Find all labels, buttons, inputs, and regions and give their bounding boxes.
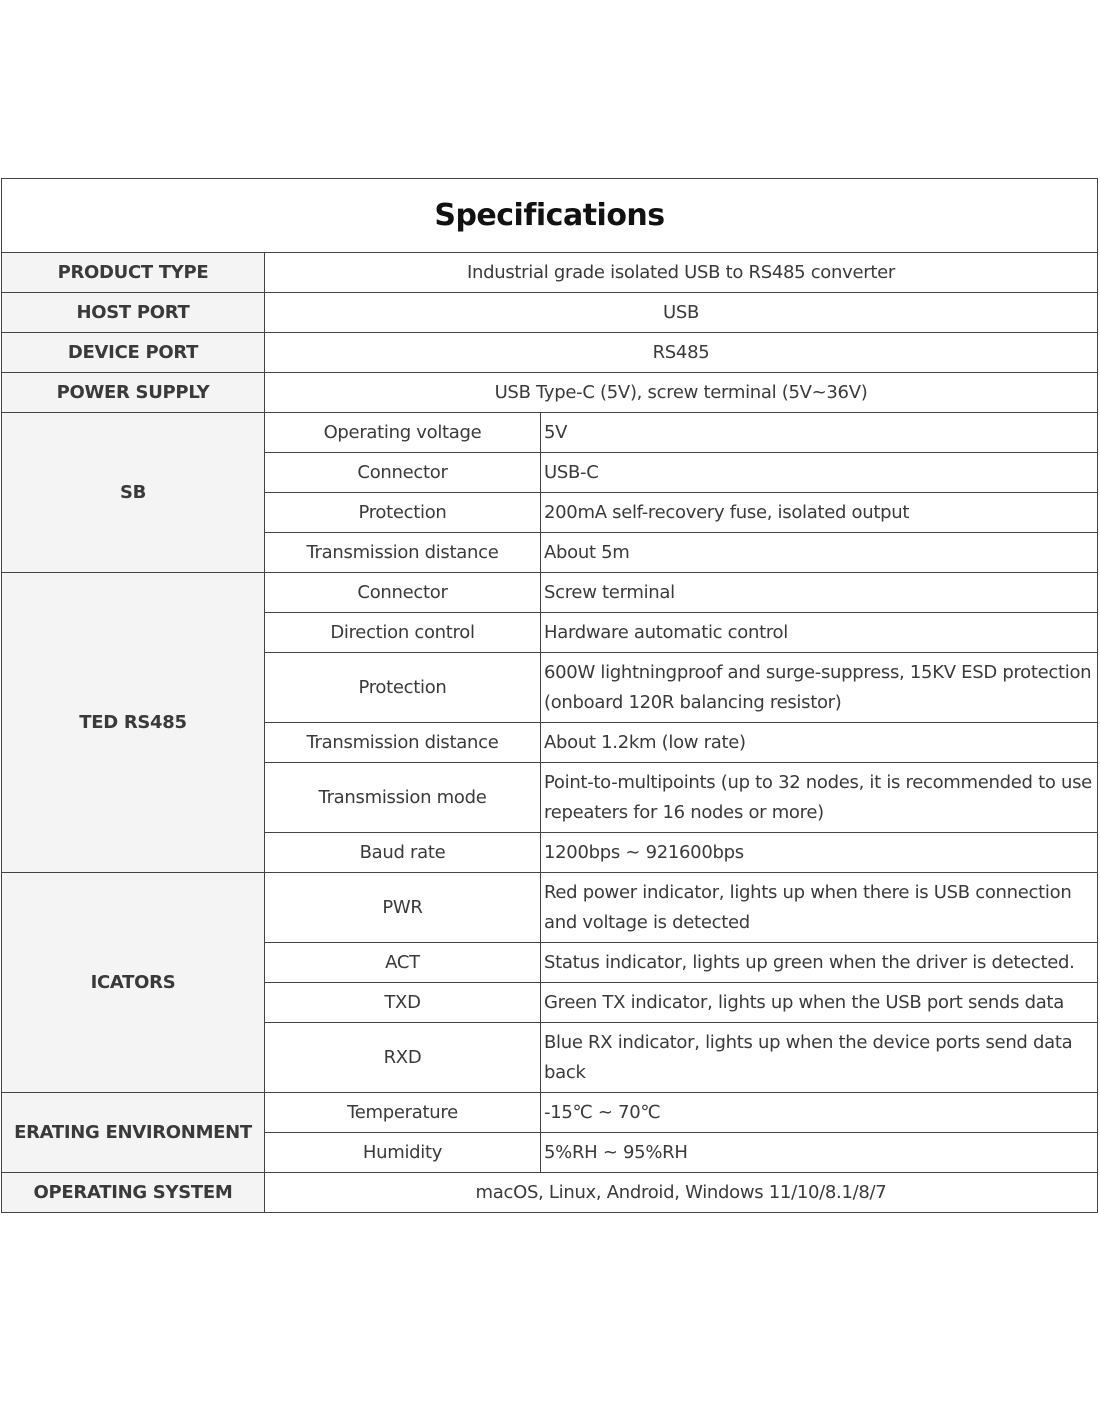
spec-name: Transmission distance — [265, 723, 541, 763]
spec-value: 5%RH ~ 95%RH — [541, 1133, 1098, 1173]
spec-name: Protection — [265, 493, 541, 533]
table-row — [2, 333, 1098, 373]
table-row — [2, 573, 1098, 613]
spec-value: 200mA self-recovery fuse, isolated output — [541, 493, 1098, 533]
table-row — [2, 373, 1098, 413]
spec-name: Connector — [265, 453, 541, 493]
row-value-device-port: RS485 — [265, 333, 1098, 373]
row-label-product-type: PRODUCT TYPE — [2, 253, 265, 293]
spec-name: RXD — [265, 1023, 541, 1093]
spec-name: Protection — [265, 653, 541, 723]
spec-value: Blue RX indicator, lights up when the device ports send data back — [541, 1023, 1098, 1093]
row-value-product-type: Industrial grade isolated USB to RS485 converter — [265, 253, 1098, 293]
spec-value: Screw terminal — [541, 573, 1098, 613]
row-label-device-port: DEVICE PORT — [2, 333, 265, 373]
spec-value: About 1.2km (low rate) — [541, 723, 1098, 763]
spec-value: -15℃ ~ 70℃ — [541, 1093, 1098, 1133]
spec-value: Status indicator, lights up green when the driver is detected. — [541, 943, 1098, 983]
spec-name: TXD — [265, 983, 541, 1023]
row-label-operating-system: OPERATING SYSTEM — [2, 1173, 265, 1213]
page-title: Specifications — [2, 179, 1098, 253]
row-value-host-port: USB — [265, 293, 1098, 333]
row-label-power-supply: POWER SUPPLY — [2, 373, 265, 413]
title-row — [2, 179, 1098, 253]
table-row — [2, 873, 1098, 943]
table-row — [2, 413, 1098, 453]
spec-name: Transmission mode — [265, 763, 541, 833]
spec-name: ACT — [265, 943, 541, 983]
spec-value: Point-to-multipoints (up to 32 nodes, it is recommended to use repeaters for 16 nodes or more) — [541, 763, 1098, 833]
spec-name: Baud rate — [265, 833, 541, 873]
table-row — [2, 293, 1098, 333]
spec-value: USB-C — [541, 453, 1098, 493]
row-value-power-supply: USB Type-C (5V), screw terminal (5V~36V) — [265, 373, 1098, 413]
spec-name: Connector — [265, 573, 541, 613]
spec-value: 1200bps ~ 921600bps — [541, 833, 1098, 873]
spec-value: 5V — [541, 413, 1098, 453]
row-label-host-port: HOST PORT — [2, 293, 265, 333]
table-row — [2, 1093, 1098, 1133]
spec-name: Temperature — [265, 1093, 541, 1133]
spec-name: Direction control — [265, 613, 541, 653]
group-label-environment: ERATING ENVIRONMENT — [2, 1093, 265, 1173]
group-label-usb: SB — [2, 413, 265, 573]
table-row — [2, 253, 1098, 293]
row-value-operating-system: macOS, Linux, Android, Windows 11/10/8.1/8/7 — [265, 1173, 1098, 1213]
spec-name: Transmission distance — [265, 533, 541, 573]
spec-value: About 5m — [541, 533, 1098, 573]
spec-value: Green TX indicator, lights up when the USB port sends data — [541, 983, 1098, 1023]
spec-name: Humidity — [265, 1133, 541, 1173]
spec-value: 600W lightningproof and surge-suppress, 15KV ESD protection (onboard 120R balancing resistor) — [541, 653, 1098, 723]
specifications-table — [1, 178, 1098, 1213]
table-row — [2, 1173, 1098, 1213]
group-label-rs485: TED RS485 — [2, 573, 265, 873]
spec-value: Hardware automatic control — [541, 613, 1098, 653]
group-label-indicators: ICATORS — [2, 873, 265, 1093]
spec-name: Operating voltage — [265, 413, 541, 453]
spec-value: Red power indicator, lights up when there is USB connection and voltage is detected — [541, 873, 1098, 943]
spec-name: PWR — [265, 873, 541, 943]
